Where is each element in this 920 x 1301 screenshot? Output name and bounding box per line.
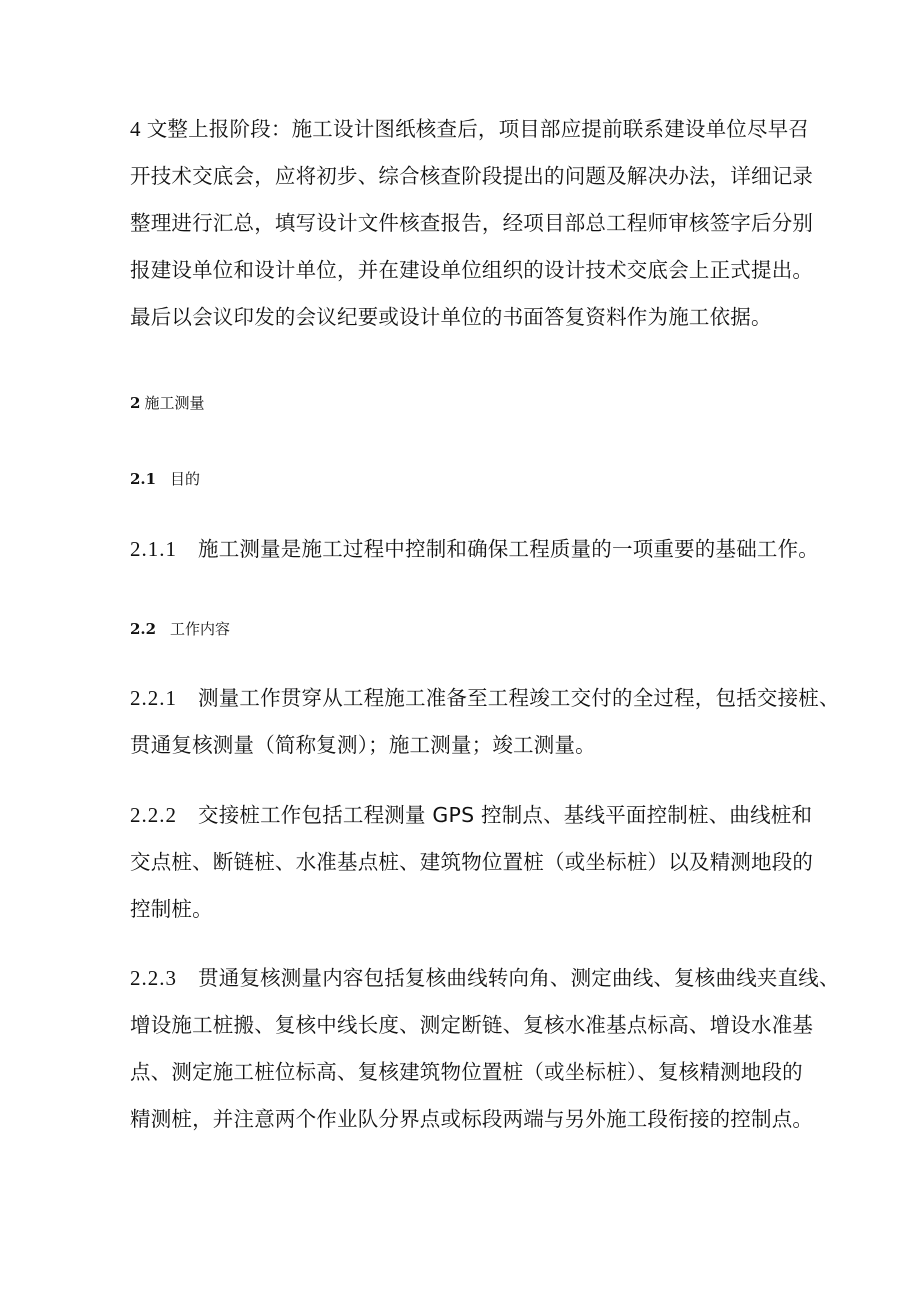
section-number: 2.2 <box>130 620 157 638</box>
paragraph-line: 整理进行汇总，填写设计文件核查报告，经项目部总工程师审核签字后分别 <box>130 211 814 235</box>
paragraph-number: 2.2.3 <box>130 966 177 990</box>
paragraph-number: 2.2.1 <box>130 686 177 710</box>
paragraph-2-2-1 <box>130 675 840 769</box>
paragraph-line: 开技术交底会，应将初步、综合核查阶段提出的问题及解决办法，详细记录 <box>130 164 814 188</box>
paragraph-line: 最后以会议印发的会议纪要或设计单位的书面答复资料作为施工依据。 <box>130 305 772 329</box>
paragraph-2-2-2 <box>130 792 814 933</box>
paragraph-line: 贯通复核测量（简称复测）；施工测量；竣工测量。 <box>130 733 596 757</box>
paragraph-line: 报建设单位和设计单位，并在建设单位组织的设计技术交底会上正式提出。 <box>130 258 814 282</box>
paragraph-line: 控制桩。 <box>130 897 213 921</box>
section-heading-2-1 <box>130 467 200 491</box>
section-title: 目的 <box>170 470 201 488</box>
section-heading-2-2 <box>130 617 230 641</box>
section-number: 2.1 <box>130 470 157 488</box>
paragraph-line: 2.2.3 贯通复核测量内容包括复核曲线转向角、测定曲线、复核曲线夹直线、 <box>130 955 805 1002</box>
section-heading-2 <box>130 391 204 415</box>
paragraph-2-1-1 <box>130 526 819 573</box>
section-title: 工作内容 <box>170 620 231 638</box>
paragraph-line: 2.1.1 施工测量是施工过程中控制和确保工程质量的一项重要的基础工作。 <box>130 526 805 573</box>
section-number: 2 <box>130 394 141 412</box>
paragraph-line: 点、测定施工桩位标高、复核建筑物位置桩（或坐标桩）、复核精测地段的 <box>130 1060 803 1084</box>
paragraph-2-2-3 <box>130 955 840 1143</box>
paragraph-line: 2.2.2 交接桩工作包括工程测量 GPS 控制点、基线平面控制桩、曲线桩和 <box>130 792 805 839</box>
paragraph-line: 增设施工桩搬、复核中线长度、测定断链、复核水准基点标高、增设水准基 <box>130 1013 814 1037</box>
paragraph-number: 2.1.1 <box>130 537 177 561</box>
paragraph-line: 交点桩、断链桩、水准基点桩、建筑物位置桩（或坐标桩）以及精测地段的 <box>130 850 814 874</box>
paragraph-number: 4 <box>130 117 141 141</box>
paragraph-stage-4 <box>130 106 814 341</box>
paragraph-line: 精测桩，并注意两个作业队分界点或标段两端与另外施工段衔接的控制点。 <box>130 1107 814 1131</box>
section-title: 施工测量 <box>144 394 205 412</box>
paragraph-line: 4 文整上报阶段：施工设计图纸核查后，项目部应提前联系建设单位尽早召 <box>130 117 810 141</box>
paragraph-line: 2.2.1 测量工作贯穿从工程施工准备至工程竣工交付的全过程，包括交接桩、 <box>130 675 805 722</box>
paragraph-number: 2.2.2 <box>130 803 177 827</box>
